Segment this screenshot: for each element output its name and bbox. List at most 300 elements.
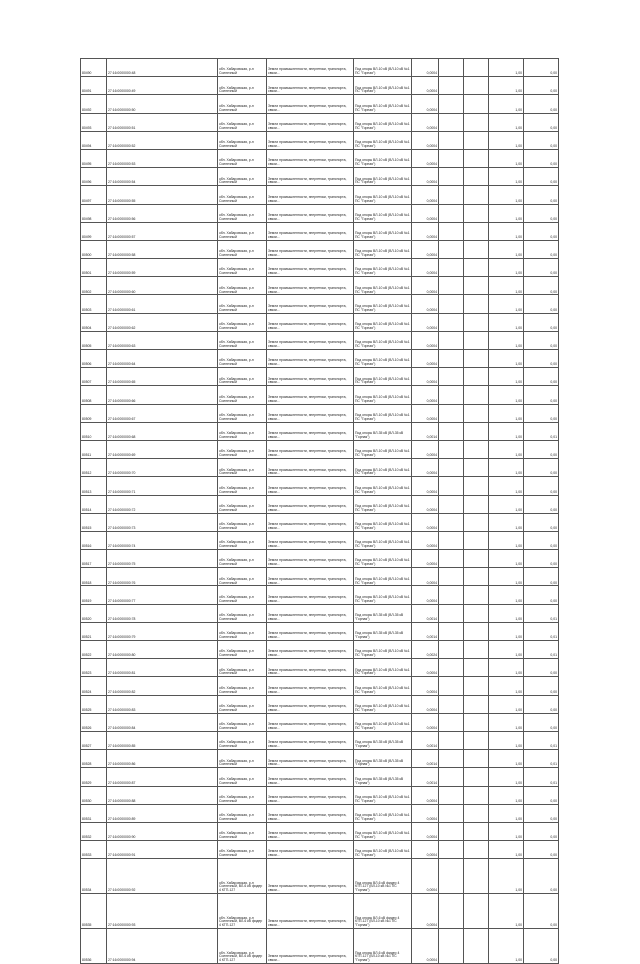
address-cell: обл. Хабаровская, р-н Солнечный xyxy=(218,731,267,749)
row-number-cell: 80494 xyxy=(81,131,107,149)
permitted-use-cell: Под опоры ВЛ-10 кВ (ВЛ-10 кВ №1 ПС "Горная") xyxy=(354,786,412,804)
tax-amount-cell: 0,00 xyxy=(524,894,559,929)
cadastral-number-cell: 27:16:0000000:77 xyxy=(107,586,218,604)
address-cell: обл. Хабаровская, р-н Солнечный xyxy=(218,513,267,531)
rate-cell: 1,00 xyxy=(489,695,524,713)
address-cell: обл. Хабаровская, р-н Солнечный xyxy=(218,404,267,422)
cadastral-number-cell: 27:16:0000000:75 xyxy=(107,550,218,568)
address-cell: обл. Хабаровская, р-н Солнечный xyxy=(218,804,267,822)
rate-cell: 1,00 xyxy=(489,768,524,786)
row-number-cell: 80534 xyxy=(81,859,107,894)
permitted-use-cell: Под опоры ВЛ-10 кВ (ВЛ-10 кВ №1 ПС "Горная") xyxy=(354,495,412,513)
row-number-cell: 80524 xyxy=(81,677,107,695)
permitted-use-cell: Под опоры ВЛ-10 кВ (ВЛ-10 кВ №1 ПС "Горная") xyxy=(354,677,412,695)
empty-cell xyxy=(464,894,489,929)
empty-cell xyxy=(464,550,489,568)
table-row xyxy=(81,768,559,786)
rate-cell: 1,00 xyxy=(489,604,524,622)
cadastral-number-cell: 27:16:0000000:84 xyxy=(107,713,218,731)
empty-cell xyxy=(439,350,464,368)
tax-amount-cell: 0,01 xyxy=(524,422,559,440)
area-cell: 0,0004 xyxy=(412,331,439,349)
table-row xyxy=(81,568,559,586)
row-number-cell: 80527 xyxy=(81,731,107,749)
empty-cell xyxy=(464,750,489,768)
cadastral-number-cell: 27:16:0000000:65 xyxy=(107,368,218,386)
permitted-use-cell: Под опоры ВЛ-10 кВ (ВЛ-10 кВ №1 ПС "Горная") xyxy=(354,459,412,477)
rate-cell: 1,00 xyxy=(489,95,524,113)
empty-cell xyxy=(439,459,464,477)
area-cell: 0,0004 xyxy=(412,222,439,240)
area-cell: 0,0004 xyxy=(412,859,439,894)
land-category-cell: Земли промышленности, энергетики, транспорта, связи... xyxy=(267,641,354,659)
row-number-cell: 80531 xyxy=(81,804,107,822)
permitted-use-cell: Под опоры ВЛ-10 кВ (ВЛ-10 кВ №1 ПС "Горная") xyxy=(354,277,412,295)
table-row xyxy=(81,731,559,749)
cadastral-number-cell: 27:16:0000000:63 xyxy=(107,331,218,349)
row-number-cell: 80533 xyxy=(81,841,107,859)
empty-cell xyxy=(439,113,464,131)
land-category-cell: Земли промышленности, энергетики, транспорта, связи... xyxy=(267,386,354,404)
land-category-cell: Земли промышленности, энергетики, транспорта, связи... xyxy=(267,929,354,964)
empty-cell xyxy=(439,368,464,386)
tax-amount-cell: 0,00 xyxy=(524,186,559,204)
tax-amount-cell: 0,00 xyxy=(524,550,559,568)
table-row xyxy=(81,659,559,677)
rate-cell: 1,00 xyxy=(489,859,524,894)
rate-cell: 1,00 xyxy=(489,331,524,349)
cadastral-number-cell: 27:16:0000000:85 xyxy=(107,731,218,749)
permitted-use-cell: Под опоры ВЛ-10 кВ (ВЛ-10 кВ №1 ПС "Горная") xyxy=(354,477,412,495)
empty-cell xyxy=(464,677,489,695)
row-number-cell: 80504 xyxy=(81,313,107,331)
area-cell: 0,0004 xyxy=(412,368,439,386)
area-cell: 0,0004 xyxy=(412,550,439,568)
empty-cell xyxy=(464,786,489,804)
permitted-use-cell: Под опоры ВЛ-10 кВ (ВЛ-10 кВ №1 ПС "Горная") xyxy=(354,186,412,204)
permitted-use-cell: Под опоры ВЛ-10 кВ (ВЛ-10 кВ №1 ПС "Горная") xyxy=(354,531,412,549)
row-number-cell: 80535 xyxy=(81,894,107,929)
address-cell: обл. Хабаровская, р-н Солнечный xyxy=(218,331,267,349)
cadastral-number-cell: 27:16:0000000:67 xyxy=(107,404,218,422)
permitted-use-cell: Под опоры ВЛ-10 кВ (ВЛ-10 кВ №1 ПС "Горная") xyxy=(354,822,412,840)
address-cell: обл. Хабаровская, р-н Солнечный xyxy=(218,386,267,404)
empty-cell xyxy=(464,422,489,440)
land-category-cell: Земли промышленности, энергетики, транспорта, связи... xyxy=(267,677,354,695)
row-number-cell: 80499 xyxy=(81,222,107,240)
table-row xyxy=(81,513,559,531)
table-row xyxy=(81,368,559,386)
address-cell: обл. Хабаровская, р-н Солнечный xyxy=(218,77,267,95)
rate-cell: 1,00 xyxy=(489,750,524,768)
address-cell: обл. Хабаровская, р-н Солнечный xyxy=(218,95,267,113)
address-cell: обл. Хабаровская, р-н Солнечный xyxy=(218,568,267,586)
land-category-cell: Земли промышленности, энергетики, транспорта, связи... xyxy=(267,568,354,586)
cadastral-number-cell: 27:16:0000000:83 xyxy=(107,695,218,713)
empty-cell xyxy=(439,768,464,786)
rate-cell: 1,00 xyxy=(489,295,524,313)
tax-amount-cell: 0,00 xyxy=(524,495,559,513)
tax-amount-cell: 0,00 xyxy=(524,568,559,586)
empty-cell xyxy=(439,859,464,894)
empty-cell xyxy=(439,513,464,531)
area-cell: 0,0004 xyxy=(412,295,439,313)
table-row xyxy=(81,240,559,258)
table-row xyxy=(81,495,559,513)
cadastral-number-cell: 27:16:0000000:89 xyxy=(107,804,218,822)
empty-cell xyxy=(464,404,489,422)
empty-cell xyxy=(439,331,464,349)
land-category-cell: Земли промышленности, энергетики, транспорта, связи... xyxy=(267,331,354,349)
address-cell: обл. Хабаровская, р-н Солнечный xyxy=(218,222,267,240)
table-row xyxy=(81,929,559,964)
row-number-cell: 80511 xyxy=(81,440,107,458)
cadastral-number-cell: 27:16:0000000:66 xyxy=(107,386,218,404)
area-cell: 0,0004 xyxy=(412,313,439,331)
area-cell: 0,0004 xyxy=(412,404,439,422)
table-row xyxy=(81,531,559,549)
cadastral-number-cell: 27:16:0000000:88 xyxy=(107,786,218,804)
empty-cell xyxy=(464,313,489,331)
area-cell: 0,0004 xyxy=(412,240,439,258)
tax-amount-cell: 0,00 xyxy=(524,149,559,167)
address-cell: обл. Хабаровская, р-н Солнечный xyxy=(218,186,267,204)
tax-amount-cell: 0,00 xyxy=(524,713,559,731)
address-cell: обл. Хабаровская, р-н Солнечный xyxy=(218,713,267,731)
cadastral-number-cell: 27:16:0000000:76 xyxy=(107,568,218,586)
land-category-cell: Земли промышленности, энергетики, транспорта, связи... xyxy=(267,822,354,840)
land-category-cell: Земли промышленности, энергетики, транспорта, связи... xyxy=(267,404,354,422)
cadastral-number-cell: 27:16:0000000:53 xyxy=(107,149,218,167)
area-cell: 0,0004 xyxy=(412,929,439,964)
land-category-cell: Земли промышленности, энергетики, транспорта, связи... xyxy=(267,804,354,822)
table-row xyxy=(81,841,559,859)
empty-cell xyxy=(464,731,489,749)
table-row xyxy=(81,477,559,495)
empty-cell xyxy=(464,477,489,495)
row-number-cell: 80529 xyxy=(81,768,107,786)
area-cell: 0,0014 xyxy=(412,604,439,622)
table-row xyxy=(81,295,559,313)
empty-cell xyxy=(439,477,464,495)
cadastral-number-cell: 27:16:0000000:94 xyxy=(107,929,218,964)
row-number-cell: 80500 xyxy=(81,240,107,258)
rate-cell: 1,00 xyxy=(489,659,524,677)
empty-cell xyxy=(439,641,464,659)
rate-cell: 1,00 xyxy=(489,350,524,368)
table-row xyxy=(81,168,559,186)
cadastral-number-cell: 27:16:0000000:62 xyxy=(107,313,218,331)
cadastral-number-cell: 27:16:0000000:93 xyxy=(107,894,218,929)
empty-cell xyxy=(464,568,489,586)
permitted-use-cell: Под опоры ВЛ-10 кВ (ВЛ-10 кВ №1 ПС "Горная") xyxy=(354,168,412,186)
row-number-cell: 80526 xyxy=(81,713,107,731)
area-cell: 0,0004 xyxy=(412,477,439,495)
tax-amount-cell: 0,01 xyxy=(524,750,559,768)
rate-cell: 1,00 xyxy=(489,386,524,404)
area-cell: 0,0004 xyxy=(412,713,439,731)
row-number-cell: 80518 xyxy=(81,568,107,586)
permitted-use-cell: Под опоры ВЛ-10 кВ (ВЛ-10 кВ №1 ПС "Горная") xyxy=(354,386,412,404)
address-cell: обл. Хабаровская, р-н Солнечный xyxy=(218,604,267,622)
area-cell: 0,0014 xyxy=(412,768,439,786)
address-cell: обл. Хабаровская, р-н Солнечный xyxy=(218,149,267,167)
table-row xyxy=(81,204,559,222)
cadastral-number-cell: 27:16:0000000:54 xyxy=(107,168,218,186)
rate-cell: 1,00 xyxy=(489,586,524,604)
rate-cell: 1,00 xyxy=(489,259,524,277)
row-number-cell: 80508 xyxy=(81,386,107,404)
empty-cell xyxy=(439,731,464,749)
land-category-cell: Земли промышленности, энергетики, транспорта, связи... xyxy=(267,350,354,368)
cadastral-number-cell: 27:16:0000000:58 xyxy=(107,240,218,258)
table-row xyxy=(81,422,559,440)
tax-amount-cell: 0,00 xyxy=(524,222,559,240)
empty-cell xyxy=(464,604,489,622)
rate-cell: 1,00 xyxy=(489,929,524,964)
cadastral-number-cell: 27:16:0000000:50 xyxy=(107,95,218,113)
empty-cell xyxy=(439,95,464,113)
empty-cell xyxy=(464,386,489,404)
row-number-cell: 80490 xyxy=(81,59,107,77)
permitted-use-cell: Под опоры ВЛ-10 кВ (ВЛ-10 кВ №1 ПС "Горная") xyxy=(354,204,412,222)
permitted-use-cell: Под опоры ВЛ-10 кВ (ВЛ-10 кВ №1 ПС "Горная") xyxy=(354,568,412,586)
land-category-cell: Земли промышленности, энергетики, транспорта, связи... xyxy=(267,313,354,331)
rate-cell: 1,00 xyxy=(489,59,524,77)
rate-cell: 1,00 xyxy=(489,731,524,749)
empty-cell xyxy=(464,586,489,604)
empty-cell xyxy=(464,622,489,640)
table-row xyxy=(81,277,559,295)
row-number-cell: 80492 xyxy=(81,95,107,113)
land-category-cell: Земли промышленности, энергетики, транспорта, связи... xyxy=(267,368,354,386)
address-cell: обл. Хабаровская, р-н Солнечный xyxy=(218,586,267,604)
permitted-use-cell: Под опоры ВЛ-10 кВ (ВЛ-10 кВ №1 ПС "Горная") xyxy=(354,586,412,604)
table-row xyxy=(81,641,559,659)
area-cell: 0,0004 xyxy=(412,568,439,586)
cadastral-number-cell: 27:16:0000000:60 xyxy=(107,277,218,295)
address-cell: обл. Хабаровская, р-н Солнечный xyxy=(218,313,267,331)
cadastral-number-cell: 27:16:0000000:64 xyxy=(107,350,218,368)
permitted-use-cell: Под опоры ВЛ-10 кВ (ВЛ-10 кВ №1 ПС "Горная") xyxy=(354,841,412,859)
address-cell: обл. Хабаровская, р-н Солнечный xyxy=(218,368,267,386)
cadastral-number-cell: 27:16:0000000:78 xyxy=(107,604,218,622)
rate-cell: 1,00 xyxy=(489,368,524,386)
table-row xyxy=(81,804,559,822)
empty-cell xyxy=(464,95,489,113)
empty-cell xyxy=(464,440,489,458)
tax-amount-cell: 0,00 xyxy=(524,59,559,77)
area-cell: 0,0004 xyxy=(412,513,439,531)
empty-cell xyxy=(464,113,489,131)
permitted-use-cell: Под опоры ВЛ-10 кВ (ВЛ-10 кВ №1 ПС "Горная") xyxy=(354,550,412,568)
land-category-cell: Земли промышленности, энергетики, транспорта, связи... xyxy=(267,59,354,77)
permitted-use-cell: Под опоры ВЛ-10 кВ (ВЛ-10 кВ №1 ПС "Горная") xyxy=(354,368,412,386)
tax-amount-cell: 0,00 xyxy=(524,929,559,964)
empty-cell xyxy=(439,168,464,186)
area-cell: 0,0004 xyxy=(412,459,439,477)
area-cell: 0,0004 xyxy=(412,894,439,929)
land-category-cell: Земли промышленности, энергетики, транспорта, связи... xyxy=(267,131,354,149)
cadastral-number-cell: 27:16:0000000:91 xyxy=(107,841,218,859)
row-number-cell: 80512 xyxy=(81,459,107,477)
permitted-use-cell: Под опоры ВЛ-6 кВ фидер 4 КТП-127 (ВЛ-10 кВ №1 ПС "Горная") xyxy=(354,929,412,964)
cadastral-number-cell: 27:16:0000000:73 xyxy=(107,513,218,531)
table-row xyxy=(81,750,559,768)
area-cell: 0,0014 xyxy=(412,731,439,749)
rate-cell: 1,00 xyxy=(489,222,524,240)
tax-amount-cell: 0,00 xyxy=(524,404,559,422)
address-cell: обл. Хабаровская, р-н Солнечный xyxy=(218,350,267,368)
empty-cell xyxy=(439,750,464,768)
rate-cell: 1,00 xyxy=(489,440,524,458)
row-number-cell: 80523 xyxy=(81,659,107,677)
permitted-use-cell: Под опоры ВЛ-35 кВ (ВЛ-35 кВ "Горная") xyxy=(354,731,412,749)
table-row xyxy=(81,550,559,568)
empty-cell xyxy=(464,204,489,222)
cadastral-number-cell: 27:16:0000000:68 xyxy=(107,422,218,440)
empty-cell xyxy=(464,259,489,277)
rate-cell: 1,00 xyxy=(489,149,524,167)
cadastral-number-cell: 27:16:0000000:69 xyxy=(107,440,218,458)
table-row xyxy=(81,622,559,640)
empty-cell xyxy=(464,804,489,822)
rate-cell: 1,00 xyxy=(489,568,524,586)
empty-cell xyxy=(439,531,464,549)
empty-cell xyxy=(464,822,489,840)
permitted-use-cell: Под опоры ВЛ-35 кВ (ВЛ-35 кВ "Горная") xyxy=(354,750,412,768)
table-row xyxy=(81,95,559,113)
empty-cell xyxy=(464,331,489,349)
tax-amount-cell: 0,00 xyxy=(524,786,559,804)
area-cell: 0,0004 xyxy=(412,695,439,713)
row-number-cell: 80514 xyxy=(81,495,107,513)
area-cell: 0,0004 xyxy=(412,841,439,859)
permitted-use-cell: Под опоры ВЛ-35 кВ (ВЛ-35 кВ "Горная") xyxy=(354,422,412,440)
address-cell: обл. Хабаровская, р-н Солнечный xyxy=(218,440,267,458)
empty-cell xyxy=(464,459,489,477)
address-cell: обл. Хабаровская, р-н Солнечный xyxy=(218,295,267,313)
rate-cell: 1,00 xyxy=(489,404,524,422)
empty-cell xyxy=(464,495,489,513)
empty-cell xyxy=(464,77,489,95)
area-cell: 0,0004 xyxy=(412,77,439,95)
row-number-cell: 80505 xyxy=(81,331,107,349)
tax-amount-cell: 0,00 xyxy=(524,331,559,349)
tax-amount-cell: 0,01 xyxy=(524,622,559,640)
row-number-cell: 80491 xyxy=(81,77,107,95)
tax-amount-cell: 0,00 xyxy=(524,659,559,677)
address-cell: обл. Хабаровская, р-н Солнечный xyxy=(218,495,267,513)
tax-amount-cell: 0,00 xyxy=(524,295,559,313)
land-category-cell: Земли промышленности, энергетики, транспорта, связи... xyxy=(267,713,354,731)
area-cell: 0,0024 xyxy=(412,641,439,659)
row-number-cell: 80495 xyxy=(81,149,107,167)
permitted-use-cell: Под опоры ВЛ-10 кВ (ВЛ-10 кВ №1 ПС "Горная") xyxy=(354,77,412,95)
rate-cell: 1,00 xyxy=(489,894,524,929)
empty-cell xyxy=(439,622,464,640)
tax-amount-cell: 0,00 xyxy=(524,841,559,859)
rate-cell: 1,00 xyxy=(489,459,524,477)
area-cell: 0,0004 xyxy=(412,277,439,295)
address-cell: обл. Хабаровская, р-н Солнечный, ВЛ-6 кВ фидер 4 КТП-127 xyxy=(218,894,267,929)
land-category-cell: Земли промышленности, энергетики, транспорта, связи... xyxy=(267,495,354,513)
empty-cell xyxy=(439,929,464,964)
address-cell: обл. Хабаровская, р-н Солнечный xyxy=(218,677,267,695)
row-number-cell: 80497 xyxy=(81,186,107,204)
land-category-cell: Земли промышленности, энергетики, транспорта, связи... xyxy=(267,786,354,804)
empty-cell xyxy=(439,695,464,713)
address-cell: обл. Хабаровская, р-н Солнечный xyxy=(218,131,267,149)
table-row xyxy=(81,713,559,731)
empty-cell xyxy=(439,822,464,840)
rate-cell: 1,00 xyxy=(489,113,524,131)
empty-cell xyxy=(439,713,464,731)
row-number-cell: 80506 xyxy=(81,350,107,368)
land-category-cell: Земли промышленности, энергетики, транспорта, связи... xyxy=(267,422,354,440)
permitted-use-cell: Под опоры ВЛ-10 кВ (ВЛ-10 кВ №1 ПС "Горная") xyxy=(354,222,412,240)
table-row xyxy=(81,404,559,422)
rate-cell: 1,00 xyxy=(489,168,524,186)
area-cell: 0,0004 xyxy=(412,204,439,222)
table-row xyxy=(81,113,559,131)
table-row xyxy=(81,894,559,929)
address-cell: обл. Хабаровская, р-н Солнечный xyxy=(218,550,267,568)
empty-cell xyxy=(439,386,464,404)
rate-cell: 1,00 xyxy=(489,641,524,659)
register-table-body xyxy=(81,59,559,964)
empty-cell xyxy=(439,550,464,568)
area-cell: 0,0014 xyxy=(412,622,439,640)
empty-cell xyxy=(464,768,489,786)
land-category-cell: Земли промышленности, энергетики, транспорта, связи... xyxy=(267,77,354,95)
land-category-cell: Земли промышленности, энергетики, транспорта, связи... xyxy=(267,222,354,240)
empty-cell xyxy=(439,804,464,822)
land-category-cell: Земли промышленности, энергетики, транспорта, связи... xyxy=(267,149,354,167)
tax-amount-cell: 0,00 xyxy=(524,695,559,713)
tax-amount-cell: 0,00 xyxy=(524,350,559,368)
land-category-cell: Земли промышленности, энергетики, транспорта, связи... xyxy=(267,750,354,768)
row-number-cell: 80515 xyxy=(81,513,107,531)
tax-amount-cell: 0,00 xyxy=(524,131,559,149)
row-number-cell: 80507 xyxy=(81,368,107,386)
empty-cell xyxy=(439,786,464,804)
permitted-use-cell: Под опоры ВЛ-6 кВ фидер 4 КТП-127 (ВЛ-10 кВ №1 ПС "Горная") xyxy=(354,894,412,929)
empty-cell xyxy=(439,259,464,277)
permitted-use-cell: Под опоры ВЛ-35 кВ (ВЛ-35 кВ "Горная") xyxy=(354,604,412,622)
address-cell: обл. Хабаровская, р-н Солнечный xyxy=(218,477,267,495)
empty-cell xyxy=(464,513,489,531)
permitted-use-cell: Под опоры ВЛ-10 кВ (ВЛ-10 кВ №1 ПС "Горная") xyxy=(354,659,412,677)
permitted-use-cell: Под опоры ВЛ-10 кВ (ВЛ-10 кВ №1 ПС "Горная") xyxy=(354,713,412,731)
permitted-use-cell: Под опоры ВЛ-10 кВ (ВЛ-10 кВ №1 ПС "Горная") xyxy=(354,695,412,713)
land-category-cell: Земли промышленности, энергетики, транспорта, связи... xyxy=(267,550,354,568)
rate-cell: 1,00 xyxy=(489,822,524,840)
tax-amount-cell: 0,00 xyxy=(524,459,559,477)
permitted-use-cell: Под опоры ВЛ-6 кВ фидер 4 КТП-127 (ВЛ-10 кВ №1 ПС "Горная") xyxy=(354,859,412,894)
cadastral-number-cell: 27:16:0000000:56 xyxy=(107,204,218,222)
area-cell: 0,0004 xyxy=(412,440,439,458)
tax-amount-cell: 0,00 xyxy=(524,95,559,113)
tax-amount-cell: 0,01 xyxy=(524,604,559,622)
table-row xyxy=(81,222,559,240)
area-cell: 0,0004 xyxy=(412,186,439,204)
empty-cell xyxy=(439,404,464,422)
area-cell: 0,0004 xyxy=(412,677,439,695)
tax-amount-cell: 0,01 xyxy=(524,768,559,786)
cadastral-number-cell: 27:16:0000000:61 xyxy=(107,295,218,313)
land-category-cell: Земли промышленности, энергетики, транспорта, связи... xyxy=(267,168,354,186)
